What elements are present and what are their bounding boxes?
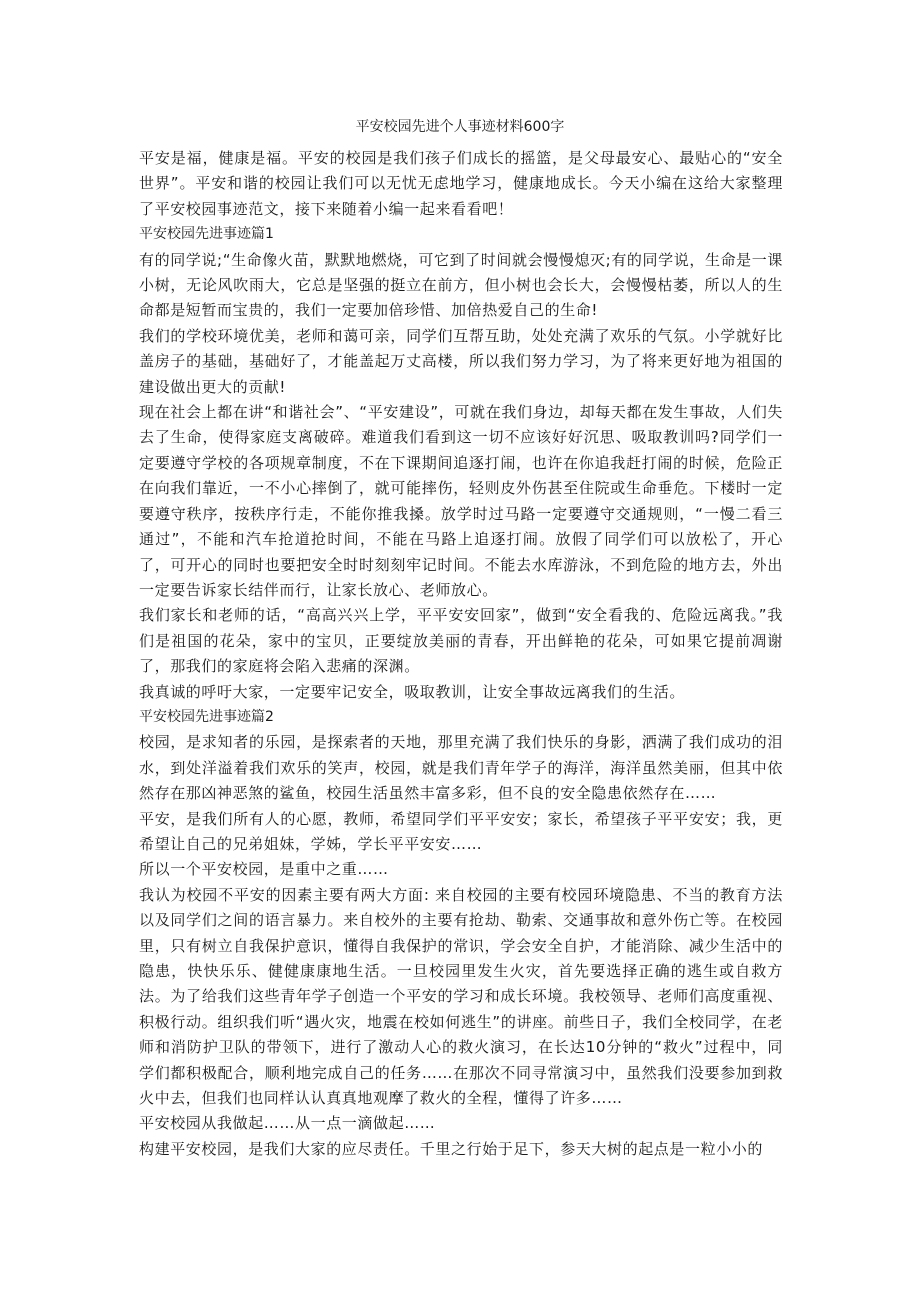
paragraph: 现在社会上都在讲“和谐社会”、“平安建设”，可就在我们身边，却每天都在发生事故，人们失去了生命，使得家庭支离破碎。难道我们看到这一切不应该好好沉思、吸取教训吗?同学们一定要遵守学校的各项规章制度，不在下课期间追逐打闹，也许在你追我赶打闹的时候，危险正在向我们靠近，一不小心摔倒了，就可能摔伤，轻则皮外伤甚至住院或生命垂危。下楼时一定要遵守秩序，按秩序行走，不能你推我搡。放学时过马路一定要遵守交通规则，“一慢二看三通过”，不能和汽车抢道抢时间，不能在马路上追逐打闹。放假了同学们可以放松了，开心了，可开心的同时也要把安全时时刻刻牢记时间。不能去水库游泳，不到危险的地方去，外出一定要告诉家长结伴而行，让家长放心、老师放心。 [139, 403, 783, 599]
paragraph: 平安，是我们所有人的心愿，教师，希望同学们平平安安；家长，希望孩子平平安安；我，更希望让自己的兄弟姐妹，学姊，学长平平安安…… [139, 809, 783, 853]
page-title: 平安校园先进个人事迹材料600字 [355, 119, 565, 135]
paragraph: 我们家长和老师的话，“高高兴兴上学，平平安安回家”，做到“安全看我的、危险远离我。”我们是祖国的花朵，家中的宝贝，正要绽放美丽的青春，开出鲜艳的花朵，可如果它提前凋谢了，那我们的家庭将会陷入悲痛的深渊。 [139, 606, 783, 676]
section-heading-2: 平安校园先进事迹篇2 [139, 708, 274, 725]
paragraph: 有的同学说;“生命像火苗，默默地燃烧，可它到了时间就会慢慢熄灭;有的同学说，生命是一课小树，无论风吹雨大，它总是坚强的挺立在前方，但小树也会长大，会慢慢枯萎，所以人的生命都是短暂而宝贵的，我们一定要加倍珍惜、加倍热爱自己的生命! [139, 250, 783, 320]
paragraph-intro: 平安是福，健康是福。平安的校园是我们孩子们成长的摇篮，是父母最安心、最贴心的“安全世界”。平安和谐的校园让我们可以无忧无虑地学习，健康地成长。今天小编在这给大家整理了平安校园事迹范文，接下来随着小编一起来看看吧！ [139, 149, 783, 218]
paragraph: 我们的学校环境优美，老师和蔼可亲，同学们互帮互助，处处充满了欢乐的气氛。小学就好比盖房子的基础，基础好了，才能盖起万丈高楼，所以我们努力学习，为了将来更好地为祖国的建设做出更大的贡献! [139, 326, 783, 396]
document-body [139, 146, 783, 1162]
paragraph: 平安校园从我做起……从一点一滴做起…… [139, 1114, 436, 1133]
paragraph: 所以一个平安校园，是重中之重…… [139, 860, 389, 879]
paragraph: 我认为校园不平安的因素主要有两大方面: 来自校园的主要有校园环境隐患、不当的教育方法以及同学们之间的语言暴力。来自校外的主要有抢劫、勒索、交通事故和意外伤亡等。在校园里，只有树立自我保护意识，懂得自我保护的常识，学会安全自护，才能消除、减少生活中的隐患，快快乐乐、健健康康地生活。一旦校园里发生火灾，首先要选择正确的逃生或自救方法。为了给我们这些青年学子创造一个平安的学习和成长环境。我校领导、老师们高度重视、积极行动。组织我们听“遇火灾，地震在校如何逃生”的讲座。前些日子，我们全校同学，在老师和消防护卫队的带领下，进行了激动人心的救火演习，在长达10分钟的“救火”过程中，同学们都积极配合，顺利地完成自己的任务……在那次不同寻常演习中，虽然我们没要参加到救火中去，但我们也同样认认真真地观摩了救火的全程，懂得了许多…… [139, 885, 783, 1108]
paragraph: 校园，是求知者的乐园，是探索者的天地，那里充满了我们快乐的身影，洒满了我们成功的泪水，到处洋溢着我们欢乐的笑声，校园，就是我们青年学子的海洋，海洋虽然美丽，但其中依然存在那凶神恶煞的鲨鱼，校园生活虽然丰富多彩，但不良的安全隐患依然存在…… [139, 733, 783, 803]
paragraph: 我真诚的呼吁大家，一定要牢记安全，吸取教训，让安全事故远离我们的生活。 [139, 682, 686, 701]
paragraph: 构建平安校园，是我们大家的应尽责任。千里之行始于足下，参天大树的起点是一粒小小的 [139, 1139, 764, 1158]
section-heading-1: 平安校园先进事迹篇1 [139, 226, 274, 243]
